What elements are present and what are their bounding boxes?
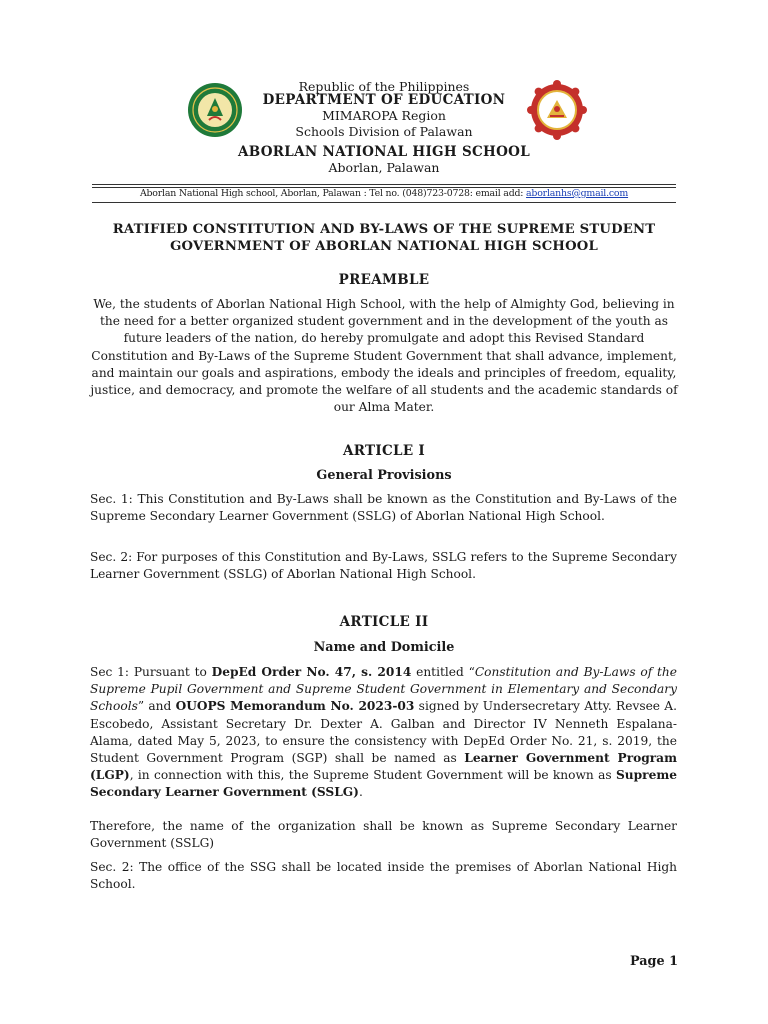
- text-run: signed by Undersecretary Atty. Revsee A. Escobedo, Assistant Secretary Dr. Dexter A. Galban and Director IV Nenneth Espalana- Alama, dated May 5, 2023, to ensure the consistency with DepEd Order No. 21, s. 2019, the Student Government Program (SGP) shall be named as: [90, 699, 677, 766]
- memorandum-ref: OUOPS Memorandum No. 2023-03: [175, 699, 415, 714]
- article-2-sec-2: Sec. 2: The office of the SSG shall be located inside the premises of Aborlan National High School.: [90, 860, 677, 892]
- republic-line: Republic of the Philippines: [298, 79, 470, 94]
- organization-name: Supreme Secondary Learner Government (SSLG): [90, 768, 677, 800]
- text-run: .: [358, 785, 363, 800]
- article-2-subheading: Name and Domicile: [313, 640, 455, 655]
- contact-text: Aborlan National High school, Aborlan, Palawan : Tel no. (048)723-0728: email add:: [139, 188, 527, 199]
- email-link[interactable]: aborlanhs@gmail.com: [526, 188, 629, 199]
- page-number: Page 1: [629, 954, 678, 969]
- article-2-sec-1: [90, 664, 677, 802]
- text-run: , in connection with this, the Supreme Student Government will be known as: [129, 768, 616, 783]
- school-name: ABORLAN NATIONAL HIGH SCHOOL: [237, 144, 531, 160]
- letterhead-divider: [92, 202, 676, 203]
- text-run: Sec 1: Pursuant to: [90, 665, 212, 679]
- region-line: MIMAROPA Region: [322, 108, 446, 123]
- text-run: entitled “: [411, 665, 475, 679]
- preamble-text: We, the students of Aborlan National High School, with the help of Almighty God, believing in the need for a better organized student government and in the development of the youth as future leaders of the nation, do hereby promulgate and adopt this Revised Standard Constitution and By-Laws of the Supreme Student Government that shall advance, implement, and maintain our goals and aspirations, embody the ideals and principles of freedom, equality, justice, and democracy, and promote the welfare of all students and the academic standards of our Alma Mater.: [90, 297, 678, 415]
- contact-line: [0, 188, 768, 200]
- letterhead-divider: [92, 184, 676, 185]
- article-1-sec-2: Sec. 2: For purposes of this Constitution and By-Laws, SSLG refers to the Supreme Secondary Learner Government (SSLG) of Aborlan National High School.: [90, 550, 677, 582]
- preamble-heading: PREAMBLE: [338, 272, 430, 288]
- article-1-heading: ARTICLE I: [342, 443, 426, 459]
- division-line: Schools Division of Palawan: [295, 124, 473, 139]
- order-title: Constitution and By-Laws of the Supreme Pupil Government and Supreme Student Government in Elementary and Secondary Schools: [90, 665, 677, 714]
- school-location: Aborlan, Palawan: [328, 160, 440, 175]
- department-name: DEPARTMENT OF EDUCATION: [262, 92, 506, 108]
- article-1-subheading: General Provisions: [316, 468, 452, 483]
- article-1-sec-1: Sec. 1: This Constitution and By-Laws shall be known as the Constitution and By-Laws of the Supreme Secondary Learner Government (SSLG) of Aborlan National High School.: [90, 492, 677, 524]
- program-name: Learner Government Program (LGP): [90, 751, 677, 783]
- text-run: ” and: [137, 699, 176, 714]
- article-2-therefore: Therefore, the name of the organization shall be known as Supreme Secondary Learner Government (SSLG): [90, 819, 677, 851]
- deped-order-ref: DepEd Order No. 47, s. 2014: [211, 665, 412, 679]
- article-2-heading: ARTICLE II: [339, 614, 429, 630]
- document-title: RATIFIED CONSTITUTION AND BY-LAWS OF THE SUPREME STUDENT GOVERNMENT OF ABORLAN NATIONAL HIGH SCHOOL: [112, 222, 656, 254]
